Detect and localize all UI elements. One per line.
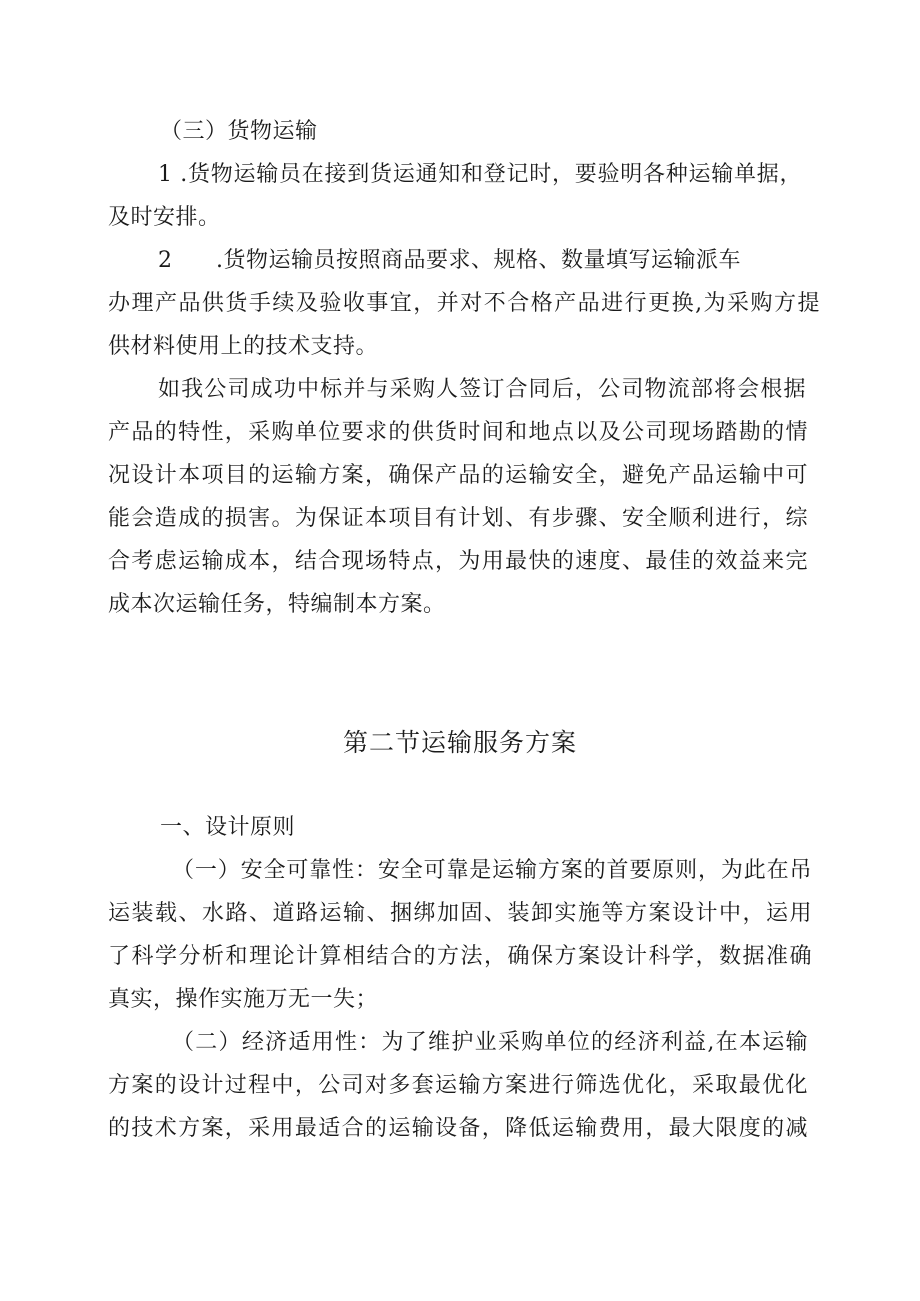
principle2-line2: 方案的设计过程中，公司对多套运输方案进行筛选优化，采取最优化 [108,1073,808,1098]
subsection-design-principles: 一、设计原则 [160,815,296,840]
para-line-2: 产品的特性，采购单位要求的供货时间和地点以及公司现场踏勘的情 [108,420,808,445]
item1-line1: 1 .货物运输员在接到货运通知和登记时，要验明各种运输单据， [158,162,802,187]
para-line-3: 况设计本项目的运输方案，确保产品的运输安全，避免产品运输中可 [108,463,808,488]
para-line-5: 合考虑运输成本，结合现场特点，为用最快的速度、最佳的效益来完 [108,549,808,574]
principle1-line3: 了科学分析和理论计算相结合的方法，确保方案设计科学，数据准确 [108,944,812,969]
item2-line2: 办理产品供货手续及验收事宜，并对不合格产品进行更换,为采购方提 [108,291,820,316]
item2-number: 2 [158,248,173,273]
chapter-heading: 第二节运输服务方案 [342,728,577,757]
item1-line2: 及时安排。 [108,205,221,230]
principle1-line4: 真实，操作实施万无一失； [108,987,379,1012]
principle1-line1: （一）安全可靠性：安全可靠是运输方案的首要原则，为此在吊 [172,858,812,883]
para-line-4: 能会造成的损害。为保证本项目有计划、有步骤、安全顺利进行，综 [108,506,808,531]
principle2-line1: （二）经济适用性：为了维护业采购单位的经济利益,在本运输 [172,1030,808,1055]
item2-line3: 供材料使用上的技术支持。 [108,334,379,359]
para-line-1: 如我公司成功中标并与采购人签订合同后，公司物流部将会根据 [158,377,806,402]
principle2-line3: 的技术方案，采用最适合的运输设备，降低运输费用，最大限度的减 [108,1116,808,1141]
para-line-6: 成本次运输任务，特编制本方案。 [108,592,446,617]
item2-line1 [158,246,818,276]
principle1-line2: 运装载、水路、道路运输、捆绑加固、装卸实施等方案设计中，运用 [108,901,812,926]
section-title-cargo-transport: （三）货物运输 [160,119,318,144]
item2-line1-text: .货物运输员按照商品要求、规格、数量填写运输派车 [216,248,741,273]
